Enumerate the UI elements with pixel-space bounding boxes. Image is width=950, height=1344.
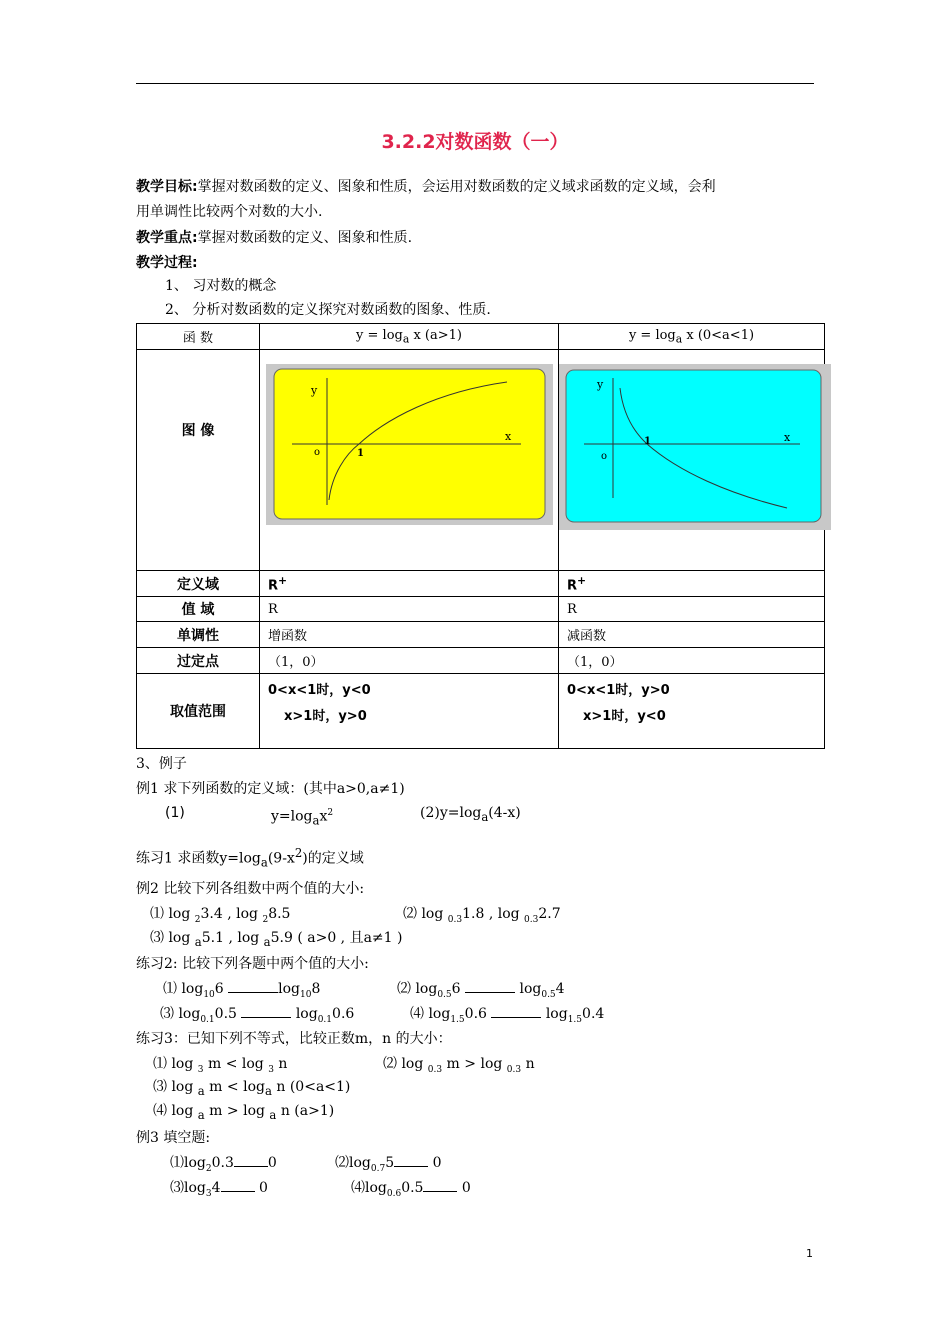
prac2-a-sub2: 10 (300, 989, 312, 1000)
monotonic-label: 单调性 (137, 622, 260, 648)
prac3-d-sub: a (197, 1107, 205, 1122)
example3-text: 例3 填空题: (136, 1130, 211, 1146)
prac3-c-post: n (0<a<1) (271, 1079, 351, 1095)
value-range-2-line2: x>1时，y<0 (583, 709, 666, 724)
ex3-d-sub: 0.6 (386, 1188, 402, 1199)
practice2-d (410, 1004, 604, 1030)
prac2-c-sub: 0.1 (200, 1014, 215, 1025)
prac2-b-sub2: 0.5 (541, 989, 556, 1000)
ex3-a-sub: 2 (205, 1163, 212, 1174)
objective-text1: 掌握对数函数的定义、图象和性质，会运用对数函数的定义域求函数的定义域，会利 (197, 179, 716, 195)
step-2: 2、 分析对数函数的定义探究对数函数的图象、性质. (165, 302, 491, 318)
ex2-l2-post: 5.1 , log (201, 930, 264, 946)
ex2-l2-sub2: a (263, 934, 271, 949)
prac1-sub: a (260, 855, 268, 870)
ex3-c-blank[interactable] (221, 1191, 255, 1192)
ex3-c-post: 4 (211, 1180, 221, 1196)
ex1-p1-sub: a (312, 813, 320, 828)
ex3-c-end: 0 (254, 1180, 268, 1196)
key-point-label: 教学重点: (136, 230, 198, 246)
graph2-x-label: x (784, 431, 791, 444)
example1-formula1 (271, 803, 333, 830)
key-point (136, 228, 412, 248)
page-title: 3.2.2对数函数（一） (381, 131, 569, 153)
ex3-a-blank[interactable] (234, 1166, 268, 1167)
prac3-b-sub: 0.3 (427, 1064, 443, 1075)
ex1-p1-num: (1) (165, 805, 185, 821)
value-range-2 (559, 674, 825, 749)
ex2-l1a-sub: 2 (194, 914, 201, 925)
example2-line1b (403, 904, 561, 930)
header-a-gt-1 (260, 324, 559, 350)
prac2-c-blank[interactable] (241, 1017, 291, 1018)
prac1-sup: 2 (294, 846, 303, 860)
prac2-c-post: 0.5 (214, 1006, 242, 1022)
practice2-text: 练习2: 比较下列各题中两个值的大小: (136, 956, 369, 972)
ex2-l1a-post2: 8.5 (268, 906, 291, 922)
prac2-d-blank[interactable] (491, 1017, 541, 1018)
graph2-one-label: 1 (644, 436, 651, 447)
header2-post: x (0<a<1) (682, 327, 755, 343)
ex1-p1-var: x (319, 808, 328, 825)
prac2-d-post: 0.6 (464, 1006, 492, 1022)
practice3-a (153, 1054, 287, 1080)
prac3-a-pre: ⑴ log (153, 1056, 198, 1072)
prac3-c-sub: a (197, 1083, 205, 1098)
domain-value-2 (559, 571, 825, 597)
ex2-l1b-post: 1.8 , log (462, 906, 525, 922)
prac2-b-sub: 0.5 (437, 989, 452, 1000)
domain-label: 定义域 (137, 571, 260, 597)
header-a-lt-1 (559, 324, 825, 350)
prac2-c-pre2: log (291, 1006, 318, 1022)
ex3-b-blank[interactable] (394, 1166, 428, 1167)
value-range-1-line1: 0<x<1时，y<0 (268, 683, 371, 698)
domain-v2: R (567, 578, 578, 594)
table-row (137, 674, 825, 749)
value-range-label: 取值范围 (137, 674, 260, 749)
practice1 (136, 843, 364, 872)
graph-log-decreasing (559, 364, 831, 530)
practice3-c (153, 1077, 350, 1101)
table-row (137, 571, 825, 597)
value-range-1-line2: x>1时，y>0 (284, 709, 367, 724)
ex3-d-pre: ⑷log (351, 1180, 387, 1196)
graph2-y-label: y (597, 378, 604, 391)
prac3-b-pre: ⑵ log (383, 1056, 428, 1072)
ex3-b-pre: ⑵log (335, 1155, 371, 1171)
header1-post: x (a>1) (409, 327, 462, 343)
graph1-one-label: 1 (357, 448, 364, 459)
fixed-point-value-2: （1，0） (559, 648, 825, 674)
prac2-d-sub2: 1.5 (567, 1014, 583, 1025)
ex3-b-sub: 0.7 (370, 1163, 386, 1174)
value-range-2-line1: 0<x<1时，y>0 (567, 683, 670, 698)
prac3-c-mid: m < log (204, 1079, 265, 1095)
range-value-2: R (559, 597, 825, 622)
ex1-p1-pre: y=log (271, 808, 313, 825)
prac3-c-pre: ⑶ log (153, 1079, 198, 1095)
table-row-header (137, 324, 825, 350)
page-number: 1 (806, 1247, 813, 1260)
ex2-l1a-post: 3.4 , log (200, 906, 263, 922)
header1-sub: a (402, 332, 410, 346)
ex2-l1b-post2: 2.7 (538, 906, 561, 922)
prac3-a-sub: 3 (197, 1064, 204, 1075)
prac3-a-post: n (273, 1056, 288, 1072)
ex2-l2-pre: ⑶ log (150, 930, 195, 946)
example3-a (170, 1153, 277, 1179)
example1-part1 (165, 803, 185, 823)
example2-text: 例2 比较下列各组数中两个值的大小: (136, 881, 365, 897)
example1-text: 例1 求下列函数的定义域：(其中a>0,a≠1) (136, 781, 405, 797)
prac1-mid: (9-x (267, 850, 295, 867)
practice2-c (160, 1004, 354, 1030)
prac2-a-post2: 8 (311, 981, 321, 997)
ex2-l2-post2: 5.9 ( a>0 , 且a≠1 ) (270, 930, 403, 946)
prac3-b-mid: m > log (442, 1056, 507, 1072)
ex2-l1a-sub2: 2 (262, 914, 269, 925)
ex1-p2-pre: (2)y=log (420, 805, 482, 821)
objective-label: 教学目标: (136, 179, 198, 195)
prac3-b-sub2: 0.3 (506, 1064, 522, 1075)
graph1-x-label: x (505, 430, 512, 443)
ex3-a-post: 0.3 (211, 1155, 234, 1171)
domain-v1: R (268, 578, 279, 594)
fixed-point-value-1: （1，0） (260, 648, 559, 674)
examples-heading: 3、例子 (136, 756, 187, 772)
table-row (137, 648, 825, 674)
prac2-d-post2: 0.4 (582, 1006, 605, 1022)
prac3-a-mid: m < log (203, 1056, 269, 1072)
ex3-a-pre: ⑴log (170, 1155, 206, 1171)
example3-b (335, 1153, 441, 1179)
example1-formula2 (420, 803, 521, 827)
prac3-d-mid: m > log (204, 1103, 270, 1119)
table-row (137, 622, 825, 648)
ex3-c-pre: ⑶log (170, 1180, 206, 1196)
prac2-a-pre: ⑴ log (163, 981, 204, 997)
prac2-b-post: 6 (451, 981, 466, 997)
ex3-c-sub: 3 (205, 1188, 212, 1199)
ex3-d-blank[interactable] (423, 1191, 457, 1192)
prac2-c-pre: ⑶ log (160, 1006, 201, 1022)
ex1-p2-sub: a (481, 809, 489, 824)
prac2-d-sub: 1.5 (450, 1014, 465, 1025)
ex3-b-end: 0 (428, 1155, 442, 1171)
practice2-b (397, 979, 565, 1005)
ex2-l1a-pre: ⑴ log (150, 906, 195, 922)
step-1: 1、 习对数的概念 (165, 278, 277, 294)
ex1-p1-sup: 2 (327, 808, 334, 818)
domain-v1-sup: + (278, 573, 288, 587)
domain-value-1 (260, 571, 559, 597)
prac3-a-sub2: 3 (268, 1064, 274, 1075)
domain-v2-sup: + (577, 573, 587, 587)
graph-log-increasing (266, 364, 553, 525)
header1-pre: y = log (356, 327, 403, 343)
example3-c (170, 1178, 268, 1204)
prac2-d-pre2: log (541, 1006, 568, 1022)
process-label: 教学过程: (136, 255, 198, 271)
ex3-a-end: 0 (267, 1155, 277, 1171)
range-label: 值 域 (137, 597, 260, 622)
table-row (137, 597, 825, 622)
example3-d (351, 1178, 471, 1204)
header2-sub: a (675, 332, 683, 346)
prac2-c-sub2: 0.1 (317, 1014, 333, 1025)
monotonic-value-1: 增函数 (260, 622, 559, 648)
prac3-c-sub2: a (264, 1083, 272, 1098)
prac2-b-pre: ⑵ log (397, 981, 438, 997)
header-function: 函 数 (137, 324, 260, 350)
ex3-d-end: 0 (457, 1180, 471, 1196)
example2-line2 (150, 928, 402, 952)
practice3-b (383, 1054, 535, 1080)
prac3-b-post: n (521, 1056, 535, 1072)
header2-pre: y = log (628, 327, 676, 343)
graph1-y-label: y (311, 384, 318, 397)
prac1-post: )的定义域 (302, 850, 364, 867)
image-label: 图 像 (137, 350, 260, 571)
prac3-d-sub2: a (269, 1107, 277, 1122)
prac2-b-pre2: log (515, 981, 542, 997)
example2-line1a (150, 904, 290, 930)
prac2-a-blank[interactable] (228, 992, 278, 993)
value-range-1 (260, 674, 559, 749)
header-rule (136, 83, 814, 84)
ex3-b-post: 5 (385, 1155, 395, 1171)
practice3-text: 练习3：已知下列不等式，比较正数m，n 的大小： (136, 1031, 452, 1047)
key-point-text: 掌握对数函数的定义、图象和性质. (197, 230, 413, 246)
graph2-background (566, 370, 821, 522)
ex1-p2-post: (4-x) (488, 805, 521, 821)
prac2-b-post2: 4 (555, 981, 565, 997)
prac2-d-pre: ⑷ log (410, 1006, 451, 1022)
prac1-pre: 练习1 求函数y=log (136, 850, 261, 867)
prac2-a-sub: 10 (203, 989, 215, 1000)
graph1-origin-label: o (314, 447, 321, 458)
objective-line1 (136, 177, 716, 197)
prac2-a-post: 6 (214, 981, 229, 997)
prac3-d-pre: ⑷ log (153, 1103, 198, 1119)
prac3-d-post: n (a>1) (276, 1103, 335, 1119)
ex2-l2-sub: a (194, 934, 202, 949)
ex2-l1b-pre: ⑵ log (403, 906, 448, 922)
ex3-d-post: 0.5 (401, 1180, 424, 1196)
prac2-c-post2: 0.6 (332, 1006, 355, 1022)
monotonic-value-2: 减函数 (559, 622, 825, 648)
ex2-l1b-sub: 0.3 (447, 914, 463, 925)
fixed-point-label: 过定点 (137, 648, 260, 674)
practice2-a (163, 979, 320, 1005)
range-value-1: R (260, 597, 559, 622)
practice3-d (153, 1101, 334, 1125)
prac2-b-blank[interactable] (465, 992, 515, 993)
ex2-l1b-sub2: 0.3 (524, 914, 539, 925)
objective-text2: 用单调性比较两个对数的大小. (136, 204, 323, 220)
graph2-origin-label: o (601, 451, 608, 462)
prac2-a-pre2: log (278, 981, 301, 997)
